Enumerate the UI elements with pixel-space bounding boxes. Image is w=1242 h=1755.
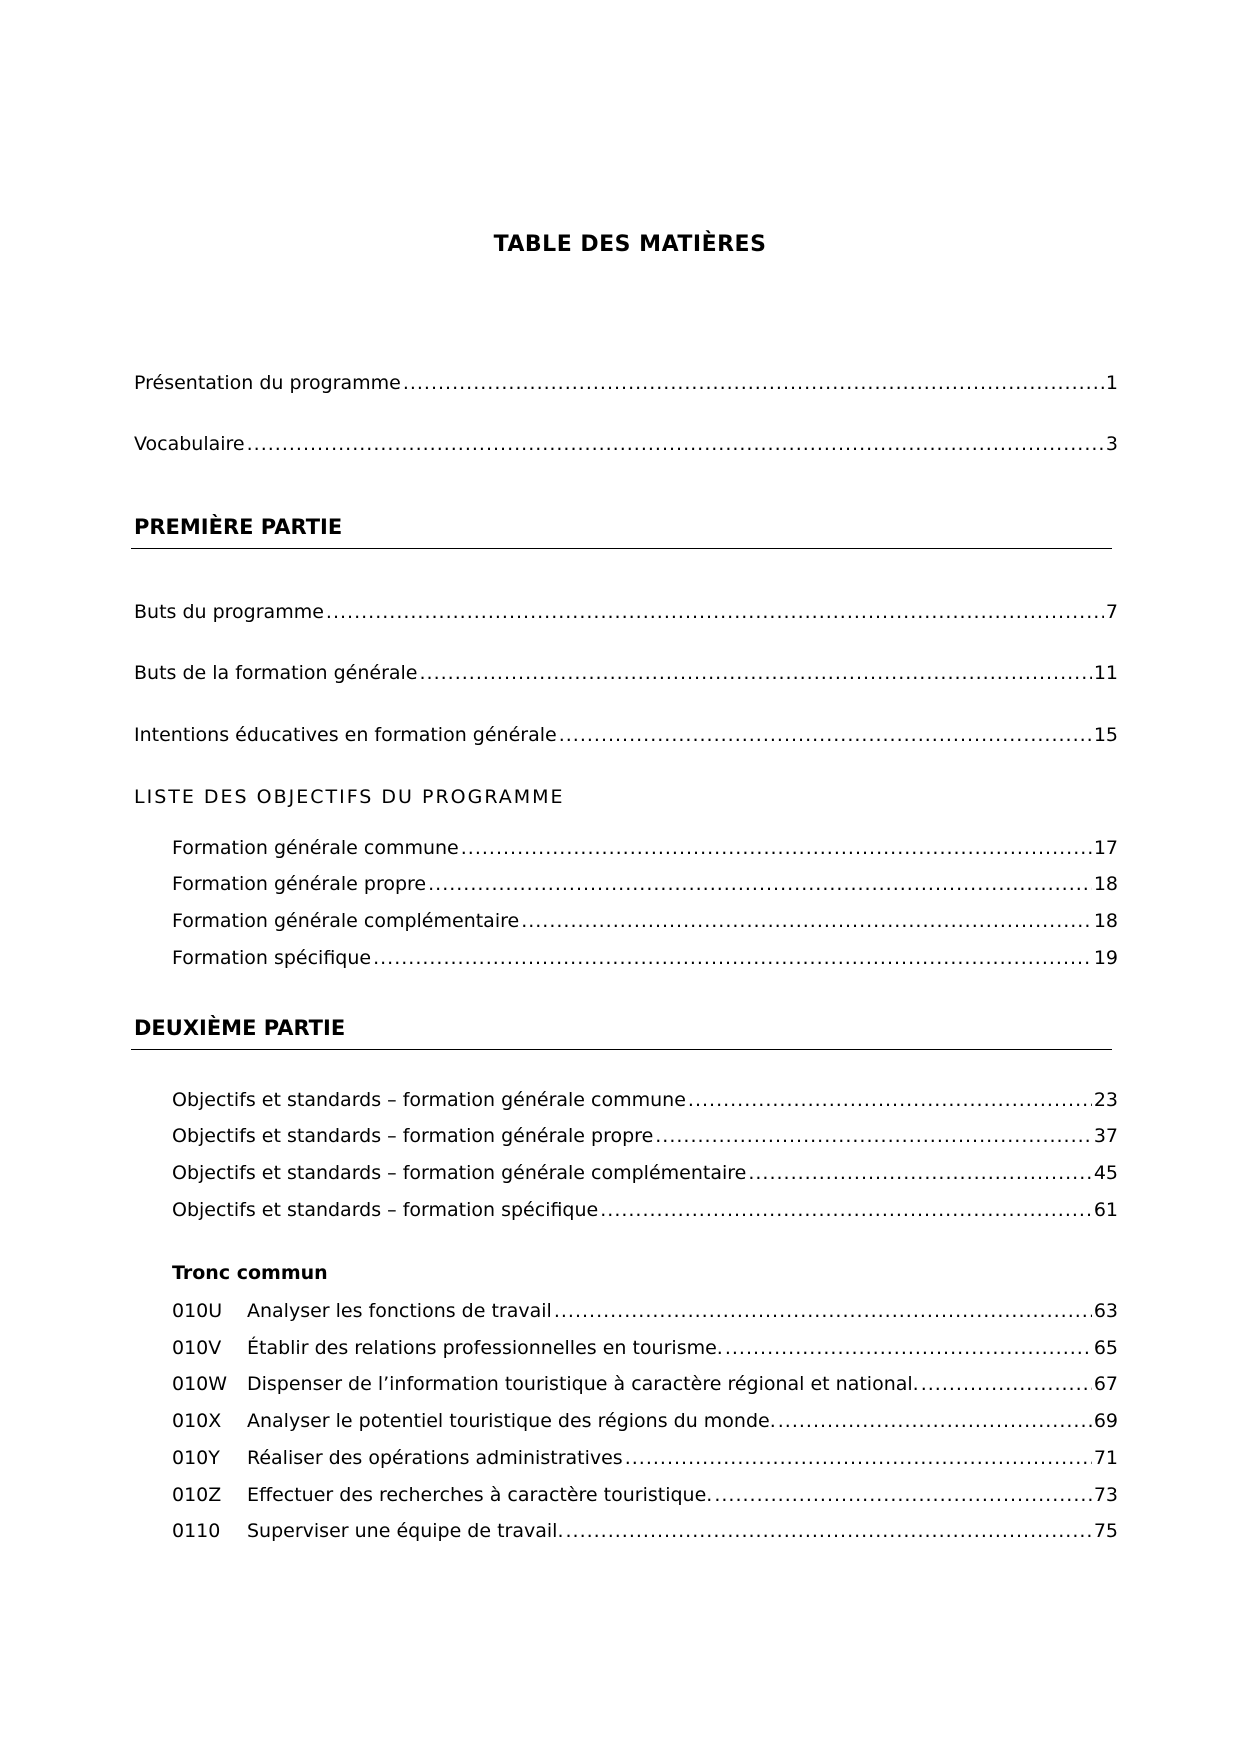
competency-code: 010Y — [172, 1447, 220, 1469]
toc-entry-label: Effectuer des recherches à caractère touristique. — [247, 1484, 713, 1506]
toc-entry[interactable] — [134, 600, 1118, 624]
toc-entry-page: 71 — [1093, 1447, 1118, 1469]
toc-entry-page: 37 — [1093, 1125, 1118, 1147]
dot-leader — [373, 946, 1092, 970]
dot-leader — [403, 371, 1104, 395]
dot-leader — [625, 1446, 1092, 1470]
toc-entry[interactable] — [172, 836, 1118, 860]
toc-entry-label: Analyser le potentiel touristique des régions du monde. — [247, 1410, 776, 1432]
toc-entry-page: 69 — [1093, 1410, 1118, 1432]
competency-code: 0110 — [172, 1520, 221, 1542]
section-divider — [131, 548, 1112, 549]
section-heading-part1: PREMIÈRE PARTIE — [134, 515, 343, 539]
dot-leader — [559, 723, 1092, 747]
dot-leader — [326, 600, 1104, 624]
toc-entry-page: 65 — [1093, 1337, 1118, 1359]
toc-entry-page: 18 — [1093, 873, 1118, 895]
toc-entry[interactable] — [172, 946, 1118, 970]
competency-entry[interactable] — [172, 1519, 1118, 1543]
toc-entry-page: 61 — [1093, 1199, 1118, 1221]
toc-entry-label: Buts de la formation générale — [134, 662, 418, 684]
toc-entry[interactable] — [172, 1161, 1118, 1185]
dot-leader — [748, 1161, 1091, 1185]
toc-entry[interactable] — [172, 1198, 1118, 1222]
toc-entry-label: Vocabulaire — [134, 433, 245, 455]
toc-entry[interactable] — [134, 723, 1118, 747]
toc-entry[interactable] — [134, 432, 1118, 456]
dot-leader — [714, 1483, 1091, 1507]
competency-entry[interactable] — [172, 1336, 1118, 1360]
toc-entry-page: 1 — [1105, 372, 1118, 394]
toc-entry-page: 67 — [1093, 1373, 1118, 1395]
toc-entry-page: 3 — [1105, 433, 1118, 455]
toc-entry-page: 11 — [1093, 662, 1118, 684]
toc-entry[interactable] — [172, 1124, 1118, 1148]
competency-entry[interactable] — [172, 1409, 1118, 1433]
toc-entry-label: Établir des relations professionnelles en tourisme. — [247, 1337, 723, 1359]
dot-leader — [247, 432, 1104, 456]
dot-leader — [688, 1088, 1092, 1112]
tronc-commun-heading: Tronc commun — [172, 1262, 328, 1284]
toc-entry-label: Formation générale propre — [172, 873, 427, 895]
competency-code: 010X — [172, 1410, 222, 1432]
dot-leader — [725, 1336, 1092, 1360]
dot-leader — [921, 1372, 1092, 1396]
toc-entry[interactable] — [172, 872, 1118, 896]
toc-entry-label: Formation générale commune — [172, 837, 459, 859]
dot-leader — [420, 661, 1092, 685]
dot-leader — [565, 1519, 1091, 1543]
toc-entry-page: 15 — [1093, 724, 1118, 746]
dot-leader — [521, 909, 1092, 933]
toc-entry-label: Dispenser de l’information touristique à caractère régional et national. — [247, 1373, 919, 1395]
competency-code: 010Z — [172, 1484, 222, 1506]
competency-code: 010U — [172, 1300, 223, 1322]
toc-entry-label: Formation spécifique — [172, 947, 372, 969]
competency-entry[interactable] — [172, 1446, 1118, 1470]
toc-entry-label: Objectifs et standards – formation générale complémentaire — [172, 1162, 747, 1184]
toc-entry[interactable] — [134, 371, 1118, 395]
toc-entry-label: Formation générale complémentaire — [172, 910, 520, 932]
toc-entry-label: Objectifs et standards – formation générale commune — [172, 1089, 686, 1111]
dot-leader — [778, 1409, 1092, 1433]
toc-entry-label: Présentation du programme — [134, 372, 401, 394]
toc-entry-page: 18 — [1093, 910, 1118, 932]
dot-leader — [428, 872, 1092, 896]
toc-entry-page: 23 — [1093, 1089, 1118, 1111]
toc-entry[interactable] — [172, 909, 1118, 933]
toc-entry-label: Buts du programme — [134, 601, 324, 623]
toc-entry-label: Objectifs et standards – formation spécifique — [172, 1199, 599, 1221]
competency-entry[interactable] — [172, 1372, 1118, 1396]
section-divider — [131, 1049, 1112, 1050]
toc-entry[interactable] — [134, 661, 1118, 685]
competency-code: 010V — [172, 1337, 222, 1359]
toc-entry-page: 75 — [1093, 1520, 1118, 1542]
dot-leader — [461, 836, 1092, 860]
toc-entry-page: 45 — [1093, 1162, 1118, 1184]
toc-entry-label: Intentions éducatives en formation générale — [134, 724, 557, 746]
dot-leader — [600, 1198, 1092, 1222]
toc-entry-page: 73 — [1093, 1484, 1118, 1506]
toc-entry-page: 63 — [1093, 1300, 1118, 1322]
toc-entry-label: Réaliser des opérations administratives — [247, 1447, 623, 1469]
competency-code: 010W — [172, 1373, 228, 1395]
list-heading: LISTE DES OBJECTIFS DU PROGRAMME — [134, 786, 565, 808]
toc-entry-page: 7 — [1105, 601, 1118, 623]
dot-leader — [554, 1299, 1092, 1323]
toc-entry-page: 17 — [1093, 837, 1118, 859]
section-heading-part2: DEUXIÈME PARTIE — [134, 1016, 346, 1040]
toc-entry-page: 19 — [1093, 947, 1118, 969]
toc-entry-label: Analyser les fonctions de travail — [247, 1300, 552, 1322]
competency-entry[interactable] — [172, 1299, 1118, 1323]
page-title: TABLE DES MATIÈRES — [493, 232, 767, 257]
competency-entry[interactable] — [172, 1483, 1118, 1507]
toc-entry-label: Objectifs et standards – formation générale propre — [172, 1125, 654, 1147]
toc-entry[interactable] — [172, 1088, 1118, 1112]
toc-entry-label: Superviser une équipe de travail. — [247, 1520, 564, 1542]
dot-leader — [655, 1124, 1092, 1148]
